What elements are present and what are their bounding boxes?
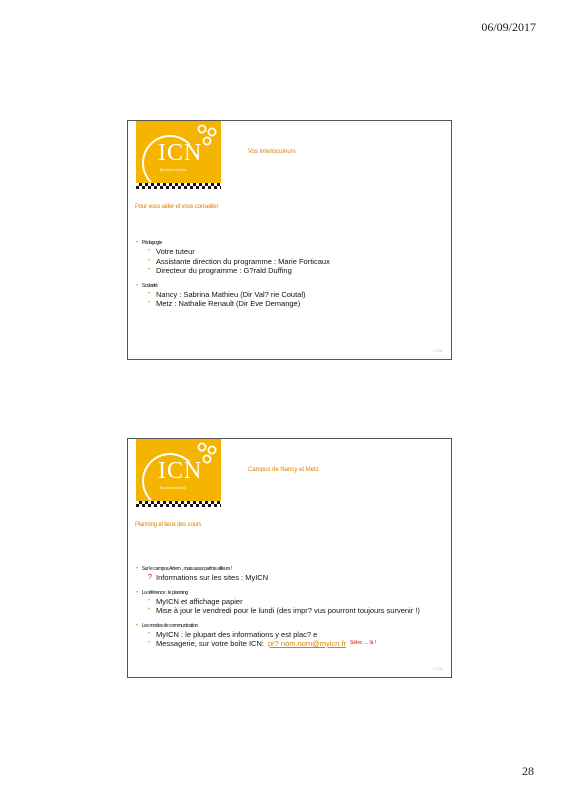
bullet-icon: • xyxy=(136,589,138,596)
page-date: 06/09/2017 xyxy=(481,20,536,34)
list-item: • Metz : Nathalie Renault (Dir Eve Demange) xyxy=(148,299,301,308)
list-item: • Assistante direction du programme : Marie Forticaux xyxy=(148,256,330,266)
slide-campus xyxy=(127,438,452,678)
section-title: Les modes de communication xyxy=(141,622,198,629)
list-item: • MyICN : le plupart des informations y est plac? e xyxy=(148,629,318,639)
page-number: 28 xyxy=(522,764,534,778)
logo-tagline: Business School xyxy=(160,168,186,172)
question-mark-icon: ? xyxy=(148,574,152,581)
bullet-icon: • xyxy=(148,300,151,306)
bullet-icon: • xyxy=(148,607,151,613)
bullet-icon: • xyxy=(148,267,151,273)
slide-title: Campus de Nancy et Metz xyxy=(248,467,319,473)
slide-title: Vos interlocuteurs xyxy=(248,149,296,155)
section-campus xyxy=(136,565,445,583)
email-note: Sélec ... là ! xyxy=(350,640,377,646)
checker-strip xyxy=(136,183,221,189)
bullet-icon: • xyxy=(148,290,151,297)
section-title: Pédagogie xyxy=(141,240,163,246)
bullet-icon: • xyxy=(136,566,138,572)
section-communication xyxy=(136,622,445,649)
bullet-icon: • xyxy=(148,640,151,646)
section-title: Scolarité xyxy=(141,282,158,289)
icn-logo xyxy=(136,439,221,501)
list-item: • Messagerie, sur votre boîte ICN: pr? nom.nom@myicn.fr Sélec ... là ! xyxy=(148,639,377,648)
bullet-icon: • xyxy=(148,248,151,254)
section-title: Sur le campus Artem , mais aussi parfois ailleurs ! xyxy=(141,566,232,572)
slide-subtitle: Planning et lieux des cours xyxy=(135,522,202,528)
section-pedagogie xyxy=(136,239,445,276)
logo-rings-icon xyxy=(196,123,220,147)
bullet-icon: • xyxy=(148,597,151,604)
logo-text: ICN xyxy=(158,458,203,484)
bullet-icon: • xyxy=(136,622,138,629)
slide-interlocutors xyxy=(127,120,452,360)
section-scolarite xyxy=(136,282,445,309)
list-item: • Votre tuteur xyxy=(148,247,195,256)
corner-logo-mark: ICN xyxy=(433,666,443,671)
bullet-icon: • xyxy=(136,240,138,246)
section-planning xyxy=(136,589,445,616)
list-item: • MyICN et affichage papier xyxy=(148,596,243,606)
icn-logo xyxy=(136,121,221,183)
bullet-icon: • xyxy=(136,282,138,289)
logo-text: ICN xyxy=(158,140,203,166)
list-item: • Mise à jour le vendredi pour le lundi (des impr? vus pourront toujours survenir !) xyxy=(148,606,420,615)
slide-content xyxy=(136,239,445,315)
email-link[interactable]: pr? nom.nom@myicn.fr xyxy=(267,639,347,648)
list-item: • Nancy : Sabrina Mathieu (Dir Val? rie Coutal) xyxy=(148,289,306,299)
logo-tagline: Business School xyxy=(160,486,186,490)
corner-logo-mark: ICN xyxy=(433,348,443,353)
list-item: ? Informations sur les sites : MyICN xyxy=(148,573,269,582)
slide-content xyxy=(136,565,445,655)
logo-rings-icon xyxy=(196,441,220,465)
slide-subtitle: Pour vous aider et vous conseiller xyxy=(135,204,219,210)
checker-strip xyxy=(136,501,221,507)
list-item: • Directeur du programme : G?rald Duffing xyxy=(148,266,292,275)
section-title: La référence : le planning xyxy=(141,589,188,596)
bullet-icon: • xyxy=(148,257,151,264)
bullet-icon: • xyxy=(148,630,151,637)
